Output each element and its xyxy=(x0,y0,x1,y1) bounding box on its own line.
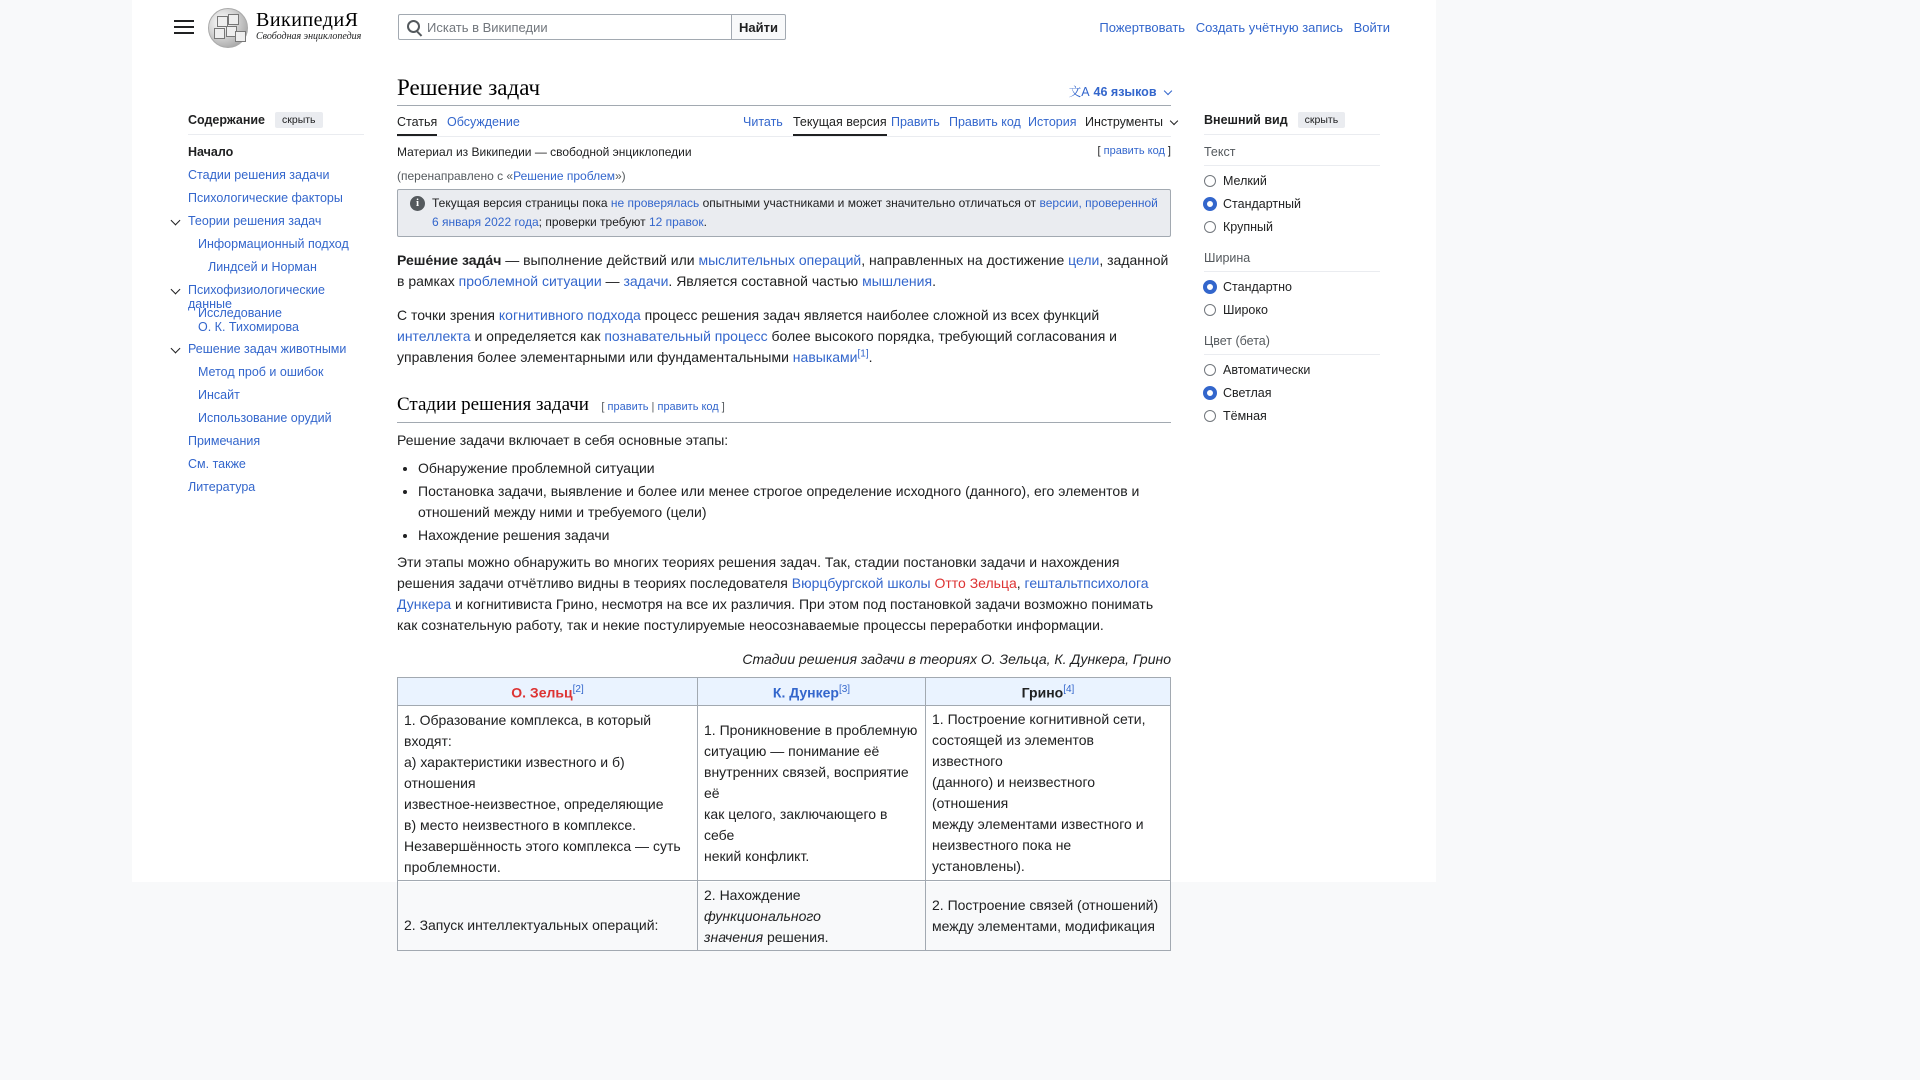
section-title: Стадии решения задачи xyxy=(397,394,589,415)
cell-line: 2. Запуск интеллектуальных операций: xyxy=(404,917,659,933)
redirect-link[interactable]: Решение проблем xyxy=(513,169,615,183)
language-count: 46 языков xyxy=(1093,85,1157,99)
radio-option[interactable] xyxy=(1204,173,1380,189)
radio-option[interactable] xyxy=(1204,408,1380,424)
wiki-link[interactable]: когнитивного подхода xyxy=(498,307,641,323)
page xyxy=(132,0,1436,945)
cell-italic: функционального xyxy=(704,908,821,924)
column-header xyxy=(398,678,698,706)
radio-label: Крупный xyxy=(1223,220,1273,234)
edit-code-top: [ править код ] xyxy=(1097,145,1171,157)
paragraph xyxy=(397,305,1171,368)
wiki-link[interactable]: проблемной ситуации xyxy=(458,273,602,289)
tools-menu[interactable] xyxy=(1085,115,1177,129)
toc-item-line: Исследование xyxy=(198,306,282,320)
chevron-down-icon xyxy=(1164,87,1172,95)
redirect-prefix: (перенаправлено с « xyxy=(397,169,514,183)
toc-item[interactable] xyxy=(198,306,299,334)
text: процесс решения задач является наиболее сложной из всех функций xyxy=(640,307,1100,323)
appearance-title: Внешний вид xyxy=(1204,113,1288,127)
toc-item[interactable]: Примечания xyxy=(188,434,261,448)
radio-option[interactable] xyxy=(1204,385,1380,401)
search-button[interactable]: Найти xyxy=(732,14,786,40)
notice-link[interactable]: 12 правок xyxy=(648,215,704,229)
cell-line: некий конфликт. xyxy=(704,847,810,864)
column-header xyxy=(926,678,1171,706)
reference-link[interactable]: [3] xyxy=(838,684,851,696)
text: . xyxy=(932,273,936,289)
text: , заданной в рамках xyxy=(397,252,1169,289)
create-account-link[interactable]: Создать учётную запись xyxy=(1195,20,1343,35)
site-sub: Материал из Википедии — свободной энциклопедии xyxy=(397,145,692,159)
table-cell xyxy=(926,881,1171,951)
toc-item[interactable]: Литература xyxy=(188,480,256,494)
toc-hide-button[interactable]: скрыть xyxy=(275,112,323,128)
table-of-contents xyxy=(188,112,364,494)
text: — xyxy=(601,273,624,289)
tab-history[interactable]: История xyxy=(1028,115,1077,129)
list-item: • Постановка задачи, выявление и более или менее строгое определение исходного (данного), его элементов и отношений между ними и требуемого (цели) xyxy=(418,481,1171,523)
wiki-link[interactable]: цели xyxy=(1068,252,1100,268)
cell-text: 2. Нахождение xyxy=(704,887,801,903)
tab-talk[interactable]: Обсуждение xyxy=(447,115,520,129)
info-icon: i xyxy=(410,196,425,211)
text: С точки зрения xyxy=(397,307,499,323)
radio-icon xyxy=(1204,175,1216,187)
cell-line: Незавершённость этого комплекса — суть xyxy=(404,838,681,854)
cell-line: внутренних связей, восприятие её xyxy=(704,763,909,801)
toc-item[interactable]: Психофизиологические данные xyxy=(188,283,325,311)
tab-edit[interactable]: Править xyxy=(891,115,940,129)
section-edit-link[interactable]: править xyxy=(607,401,649,413)
translate-icon: 文A xyxy=(1068,85,1090,99)
title-divider xyxy=(397,105,1171,106)
table-header-row xyxy=(398,678,1171,706)
paragraph xyxy=(397,552,1171,636)
table-cell xyxy=(698,706,926,881)
cell-line: состоящей из элементов известного xyxy=(932,732,1094,769)
cell-line: в) место неизвестного в комплексе. xyxy=(404,817,637,833)
cell-line: как целого, заключающего в себе xyxy=(704,805,888,843)
wiki-link[interactable]: Дункера xyxy=(397,596,452,612)
radio-option[interactable] xyxy=(1204,279,1380,295)
cell-line: 1. Образование комплекса, в который входят: xyxy=(404,712,652,749)
toc-item[interactable]: Инсайт xyxy=(198,388,240,402)
cell-line: 2. Построение связей (отношений) xyxy=(932,897,1159,913)
toc-item-group xyxy=(188,214,321,228)
toc-title: Содержание xyxy=(188,113,266,127)
radio-icon xyxy=(1203,280,1217,294)
wikipedia-globe-logo[interactable] xyxy=(208,8,248,48)
table-cell xyxy=(698,881,926,951)
radio-label: Стандартный xyxy=(1223,197,1301,211)
radio-label: Мелкий xyxy=(1223,174,1267,188)
width-title: Ширина xyxy=(1204,251,1380,272)
chevron-down-icon[interactable] xyxy=(172,343,182,353)
login-link[interactable]: Войти xyxy=(1353,20,1390,35)
radio-icon xyxy=(1203,386,1217,400)
tab-read[interactable]: Читать xyxy=(743,115,783,129)
radio-option[interactable] xyxy=(1204,362,1380,378)
toc-item[interactable]: Теории решения задач xyxy=(188,214,322,228)
table-cell xyxy=(398,881,698,951)
notice-link[interactable]: не проверялась xyxy=(610,196,700,210)
toc-item[interactable]: Метод проб и ошибок xyxy=(198,365,324,379)
cell-italic: значения xyxy=(704,929,764,945)
cell-line: (данного) и неизвестного (отношения xyxy=(932,774,1096,811)
cell-line: между элементами, модификация xyxy=(932,918,1155,934)
column-header xyxy=(698,678,926,706)
notice-link[interactable]: версии, проверенной 6 января 2022 года xyxy=(432,196,1158,229)
text: — выполнение действий или xyxy=(501,252,699,268)
table-row xyxy=(398,706,1171,881)
separator: | xyxy=(648,401,658,413)
search-form xyxy=(398,14,786,40)
text: , направленных на достижение xyxy=(861,252,1069,268)
wordmark[interactable]: ВикипедиЯ xyxy=(256,9,359,31)
cell-line: неизвестного пока не установлены). xyxy=(932,837,1072,874)
radio-option[interactable] xyxy=(1204,219,1380,235)
radio-label: Широко xyxy=(1223,303,1268,317)
radio-icon xyxy=(1204,410,1216,422)
section-intro: Решение задачи включает в себя основные этапы: xyxy=(397,432,729,448)
text: . xyxy=(868,349,873,365)
color-title: Цвет (бета) xyxy=(1204,334,1380,355)
tab-edit-source[interactable]: Править код xyxy=(949,115,1021,129)
toc-item-line: О. К. Тихомирова xyxy=(198,320,299,334)
table-row xyxy=(398,881,1171,951)
redirect-suffix: ») xyxy=(615,169,626,183)
header-link[interactable]: К. Дункер xyxy=(772,684,839,701)
wiki-link[interactable]: Вюрцбургской школы xyxy=(791,575,931,591)
chevron-down-icon[interactable] xyxy=(172,284,182,294)
text-size-options xyxy=(1204,173,1380,235)
wiki-link[interactable]: навыками xyxy=(792,349,858,365)
tabs-divider xyxy=(397,136,1171,137)
chevron-down-icon[interactable] xyxy=(172,215,182,225)
notice-text: . xyxy=(703,215,707,229)
user-links xyxy=(1092,20,1390,35)
toc-item[interactable]: Психологические факторы xyxy=(188,191,343,205)
notice-text: ; проверки требуют xyxy=(538,215,649,229)
toc-item-group xyxy=(188,342,346,356)
section-heading xyxy=(397,394,1171,423)
text: Эти этапы можно обнаружить во многих теориях решения задач. Так, стадии постановки задачи и нахождения решения задачи отчётливо видны в теориях последователя xyxy=(397,554,1120,591)
paragraph xyxy=(397,250,1171,292)
toc-item[interactable]: Информационный подход xyxy=(198,237,349,251)
text: более высокого порядка, требующий согласования и управления более элементарными или фундаментальными xyxy=(397,328,1117,365)
radio-label: Тёмная xyxy=(1223,409,1267,423)
text: и определяется как xyxy=(470,328,605,344)
radio-icon xyxy=(1204,364,1216,376)
reference-link[interactable]: [1] xyxy=(857,348,869,360)
review-notice xyxy=(397,189,1171,237)
toc-item[interactable]: Решение задач животными xyxy=(188,342,347,356)
text: . Является составной частью xyxy=(668,273,863,289)
toc-item[interactable]: Линдсей и Норман xyxy=(208,260,317,274)
wiki-link[interactable]: гештальтпсихолога xyxy=(1024,575,1149,591)
page-title: Решение задач xyxy=(397,75,541,100)
stages-table xyxy=(397,677,1171,951)
toc-item[interactable]: Стадии решения задачи xyxy=(188,168,330,182)
wiki-link[interactable]: интеллекта xyxy=(397,328,471,344)
list-item: • Нахождение решения задачи xyxy=(418,525,1171,546)
main-menu-icon[interactable] xyxy=(174,17,194,37)
search-icon xyxy=(407,20,420,33)
wiki-link[interactable]: познавательный процесс xyxy=(604,328,768,344)
toc-item[interactable]: См. также xyxy=(188,457,246,471)
tab-current-version[interactable]: Текущая версия xyxy=(793,115,887,136)
stages-list xyxy=(397,458,1171,548)
language-button[interactable] xyxy=(1069,82,1171,100)
text: , xyxy=(1016,575,1025,591)
bracket: [ xyxy=(601,401,605,413)
donate-link[interactable]: Пожертвовать xyxy=(1099,20,1186,35)
text-size-title: Текст xyxy=(1204,145,1380,166)
width-options xyxy=(1204,279,1380,318)
reference-link[interactable]: [4] xyxy=(1063,684,1075,696)
cell-line: 1. Проникновение в проблемную xyxy=(704,721,918,738)
radio-label: Светлая xyxy=(1223,386,1272,400)
appearance-hide-button[interactable]: скрыть xyxy=(1298,112,1346,128)
table-caption: Стадии решения задачи в теориях О. Зельца, К. Дункера, Грино xyxy=(742,651,1171,667)
reference-link[interactable]: [2] xyxy=(572,684,584,696)
notice-text: опытными участниками и может значительно отличаться от xyxy=(699,196,1040,210)
header-text: Грино xyxy=(1021,684,1064,701)
wiki-link[interactable]: мышления xyxy=(862,273,933,289)
cell-line: проблемности. xyxy=(404,859,501,875)
cell-line: ситуацию — понимание её xyxy=(704,742,880,759)
toc-item[interactable]: Использование орудий xyxy=(198,411,332,425)
bracket: ] xyxy=(721,401,725,413)
notice-text: Текущая версия страницы пока xyxy=(432,196,611,210)
chevron-down-icon xyxy=(1170,117,1178,125)
header-link[interactable]: О. Зельц xyxy=(511,684,573,701)
cell-line: между элементами известного и xyxy=(932,816,1144,832)
tagline: Свободная энциклопедия xyxy=(256,31,362,42)
radio-icon xyxy=(1204,221,1216,233)
term-bold: Реше́ние зада́ч xyxy=(397,252,502,268)
tools-label: Инструменты xyxy=(1085,115,1163,129)
cell-text: решения. xyxy=(763,929,829,945)
table-cell xyxy=(398,706,698,881)
radio-icon xyxy=(1204,304,1216,316)
list-item: • Обнаружение проблемной ситуации xyxy=(418,458,1171,479)
section-edit-source-link[interactable]: править код xyxy=(657,401,719,413)
redlink[interactable]: Отто Зельца xyxy=(934,575,1017,591)
radio-option[interactable] xyxy=(1204,302,1380,318)
radio-label: Автоматически xyxy=(1223,363,1311,377)
radio-icon xyxy=(1203,197,1217,211)
tab-article[interactable]: Статья xyxy=(397,115,437,136)
section-edit-links xyxy=(601,401,724,413)
toc-item-start[interactable]: Начало xyxy=(188,145,234,159)
radio-label: Стандартно xyxy=(1223,280,1292,294)
radio-option[interactable] xyxy=(1204,196,1380,212)
redirect-note xyxy=(397,169,626,183)
edit-code-link[interactable]: править код xyxy=(1103,145,1165,157)
wiki-link[interactable]: задачи xyxy=(623,273,669,289)
table-cell xyxy=(926,706,1171,881)
text: и когнитивиста Грино, несмотря на все их различия. При этом под постановкой задачи возможно понимать как сознательную работу, так и некие постулируемые неосознаваемые процессы переработки информации. xyxy=(397,596,1154,633)
cell-line: 1. Построение когнитивной сети, xyxy=(932,711,1146,727)
search-input[interactable] xyxy=(398,14,732,40)
cell-line: известное-неизвестное, определяющие xyxy=(404,796,664,812)
color-options xyxy=(1204,362,1380,424)
appearance-panel xyxy=(1204,112,1380,424)
wiki-link[interactable]: мыслительных операций xyxy=(698,252,862,268)
cell-line: а) характеристики известного и б) отношения xyxy=(404,754,625,791)
